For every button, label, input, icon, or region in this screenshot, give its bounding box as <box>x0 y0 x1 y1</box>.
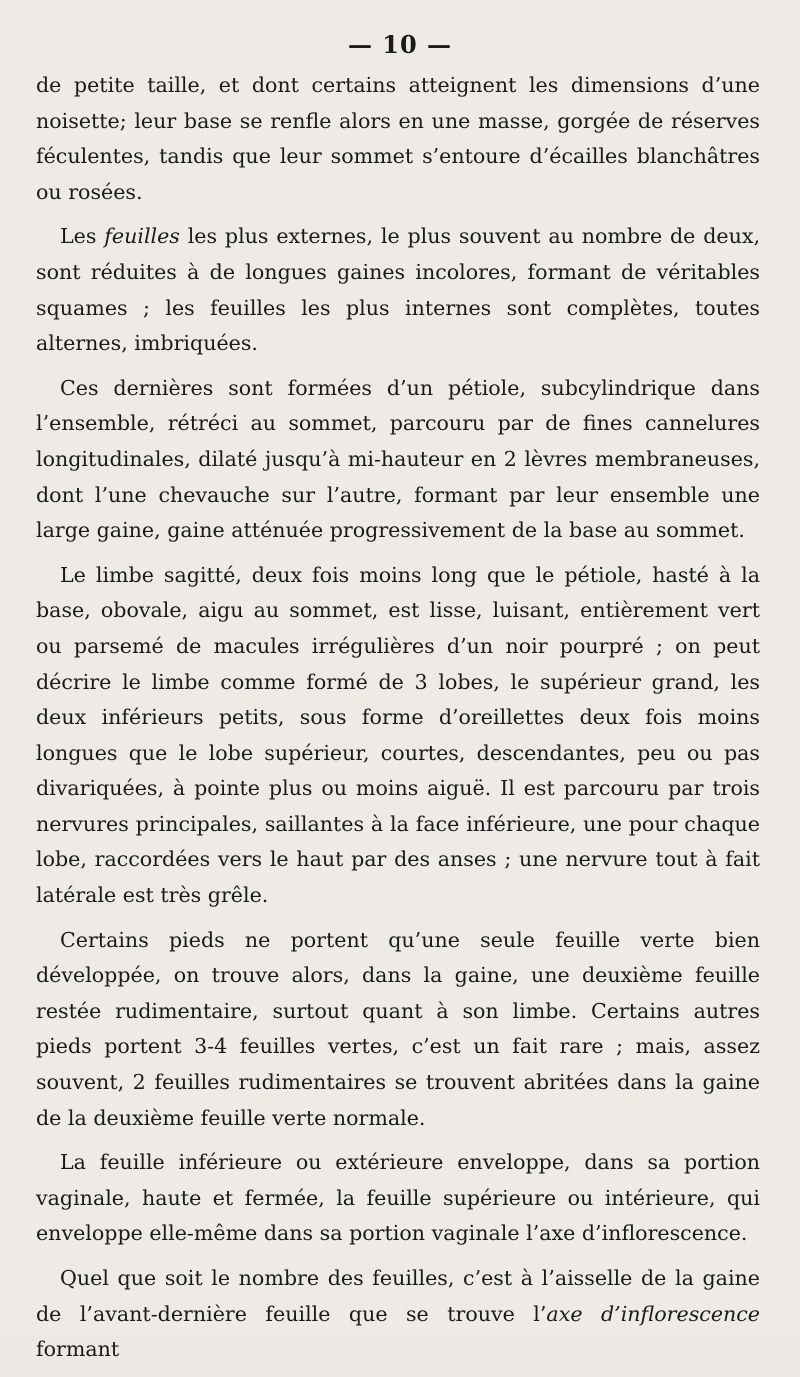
paragraph-7-start: Quel que soit le nombre des feuilles, c’est à l’aisselle de la gaine de l’avant-dernière feuille que se trouve l’ <box>36 1266 760 1326</box>
paragraph-7-rest: formant <box>36 1337 120 1362</box>
paragraph-2 <box>36 219 760 361</box>
paragraph-2-start: Les <box>60 224 105 249</box>
italic-term-axe-inflorescence: axe d’inflorescence <box>546 1301 760 1326</box>
page-number: — 10 — <box>347 30 453 59</box>
paragraph-7 <box>36 1261 760 1368</box>
paragraph-5: Certains pieds ne portent qu’une seule feuille verte bien développée, on trouve alors, dans la gaine, une deuxième feuille restée rudimentaire, surtout quant à son limbe. Certains autres pieds portent 3-4 feuilles vertes, c’est un fait rare ; mais, assez souvent, 2 feuilles rudimentaires se trouvent abritées dans la gaine de la deuxième feuille verte normale. <box>36 927 760 1130</box>
paragraph-6: La feuille inférieure ou extérieure enveloppe, dans sa portion vaginale, haute et fermée, la feuille supérieure ou intérieure, qui enveloppe elle-même dans sa portion vaginale l’axe d’inflorescence. <box>36 1150 760 1246</box>
italic-term-feuilles: feuilles <box>104 224 180 249</box>
paragraph-2-rest: les plus externes, le plus souvent au nombre de deux, sont réduites à de longues gaines incolores, formant de véritables squames ; les feuilles les plus internes sont complètes, toutes alternes, imbriquées. <box>36 224 760 356</box>
page-body <box>36 68 760 1377</box>
paragraph-4: Le limbe sagitté, deux fois moins long que le pétiole, hasté à la base, obovale, aigu au sommet, est lisse, luisant, entièrement vert ou parsemé de macules irrégulières d’un noir pourpré ; on peut décrire le limbe comme formé de 3 lobes, le supérieur grand, les deux inférieurs petits, sous forme d’oreillettes deux fois moins longues que le lobe supérieur, courtes, descendantes, peu ou pas divariquées, à pointe plus ou moins aiguë. Il est parcouru par trois nervures principales, saillantes à la face inférieure, une pour chaque lobe, raccordées vers le haut par des anses ; une nervure tout à fait latérale est très grêle. <box>36 562 760 908</box>
paragraph-1: de petite taille, et dont certains atteignent les dimensions d’une noisette; leur base se renfle alors en une masse, gorgée de réserves féculentes, tandis que leur sommet s’entoure d’écailles blanchâtres ou rosées. <box>36 73 760 204</box>
paragraph-3: Ces dernières sont formées d’un pétiole, subcylindrique dans l’ensemble, rétréci au sommet, parcouru par de fines cannelures longitudinales, dilaté jusqu’à mi-hauteur en 2 lèvres membraneuses, dont l’une chevauche sur l’autre, formant par leur ensemble une large gaine, gaine atténuée progressivement de la base au sommet. <box>36 375 760 543</box>
